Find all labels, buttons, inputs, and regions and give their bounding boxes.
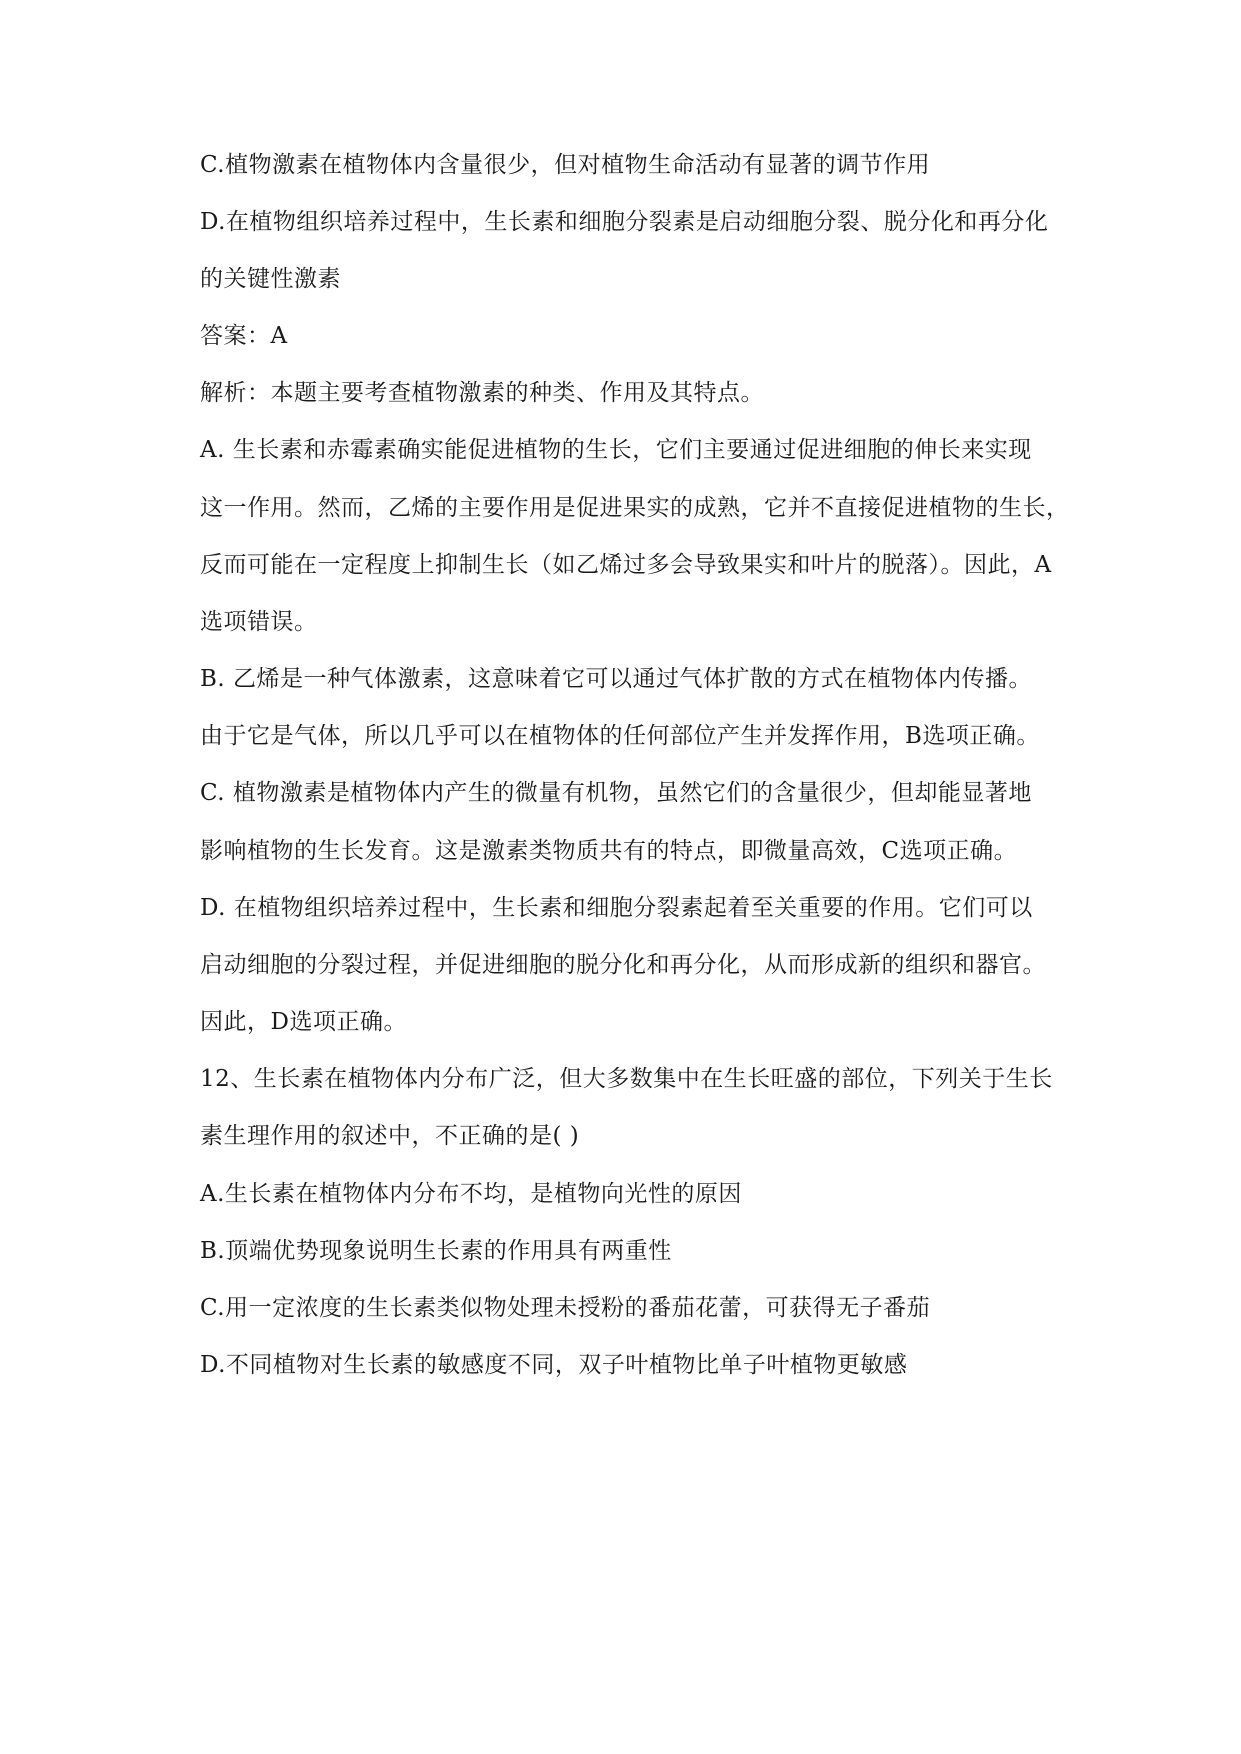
question-line: 素生理作用的叙述中，不正确的是( ) xyxy=(200,1123,580,1149)
text-line: D. 在植物组织培养过程中，生长素和细胞分裂素起着至关重要的作用。它们可以 xyxy=(200,895,1033,921)
text-line: 反而可能在一定程度上抑制生长（如乙烯过多会导致果实和叶片的脱落）。因此，A xyxy=(200,552,1052,578)
text-line: 启动细胞的分裂过程，并促进细胞的脱分化和再分化，从而形成新的组织和器官。 xyxy=(200,952,1046,978)
option-line: C.用一定浓度的生长素类似物处理未授粉的番茄花蕾，可获得无子番茄 xyxy=(200,1295,931,1321)
text-line: C.植物激素在植物体内含量很少，但对植物生命活动有显著的调节作用 xyxy=(200,152,931,178)
text-line: C. 植物激素是植物体内产生的微量有机物，虽然它们的含量很少，但却能显著地 xyxy=(200,780,1032,806)
text-line: A. 生长素和赤霉素确实能促进植物的生长，它们主要通过促进细胞的伸长来实现 xyxy=(200,437,1032,463)
text-line: B. 乙烯是一种气体激素，这意味着它可以通过气体扩散的方式在植物体内传播。 xyxy=(200,666,1033,692)
option-line: D.不同植物对生长素的敏感度不同，双子叶植物比单子叶植物更敏感 xyxy=(200,1352,908,1378)
option-line: B.顶端优势现象说明生长素的作用具有两重性 xyxy=(200,1238,672,1264)
text-line: 由于它是气体，所以几乎可以在植物体的任何部位产生并发挥作用，B选项正确。 xyxy=(200,723,1040,749)
text-line: 因此，D选项正确。 xyxy=(200,1009,407,1035)
option-line: A.生长素在植物体内分布不均，是植物向光性的原因 xyxy=(200,1181,742,1207)
text-line: 选项错误。 xyxy=(200,609,318,635)
analysis-line: 解析：本题主要考查植物激素的种类、作用及其特点。 xyxy=(200,380,764,406)
text-line: D.在植物组织培养过程中，生长素和细胞分裂素是启动细胞分裂、脱分化和再分化 xyxy=(200,209,1049,235)
text-line: 的关键性激素 xyxy=(200,266,341,292)
answer-line: 答案：A xyxy=(200,323,288,349)
question-line: 12、生长素在植物体内分布广泛，但大多数集中在生长旺盛的部位，下列关于生长 xyxy=(200,1066,1053,1092)
text-line: 这一作用。然而，乙烯的主要作用是促进果实的成熟，它并不直接促进植物的生长， xyxy=(200,495,1070,521)
text-line: 影响植物的生长发育。这是激素类物质共有的特点，即微量高效，C选项正确。 xyxy=(200,838,1018,864)
